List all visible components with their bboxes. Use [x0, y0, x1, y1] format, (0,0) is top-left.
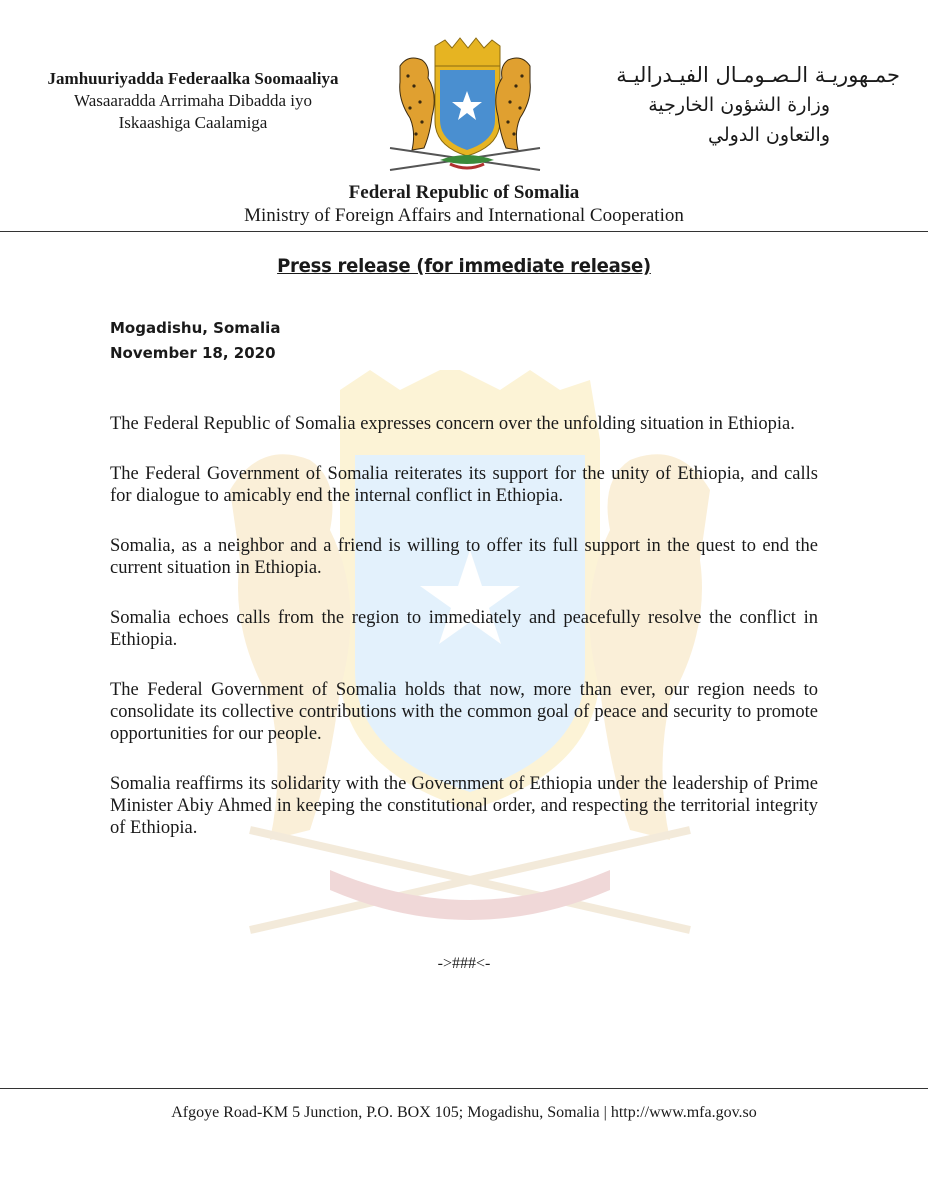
press-release-title: Press release (for immediate release) [277, 255, 651, 277]
body-paragraph: The Federal Republic of Somalia expresses concern over the unfolding situation in Ethiopia. [110, 414, 795, 434]
footer-address: Afgoye Road-KM 5 Junction, P.O. BOX 105; Mogadishu, Somalia [171, 1104, 600, 1121]
end-mark: ->###<- [437, 955, 491, 972]
header-english-line-2: Ministry of Foreign Affairs and International Cooperation [244, 205, 684, 226]
header-somali-line-2: Wasaaradda Arrimaha Dibadda iyo [74, 91, 312, 110]
dateline-date: November 18, 2020 [110, 344, 276, 362]
body-paragraph: Somalia, as a neighbor and a friend is willing to offer its full support in the quest to end the current situation in Ethiopia. [110, 536, 818, 578]
header-divider [0, 231, 928, 232]
header-somali-line-3: Iskaashiga Caalamiga [118, 113, 268, 132]
header-arabic-line-2: وزارة الشؤون الخارجية [648, 94, 830, 116]
header-english-line-1: Federal Republic of Somalia [348, 182, 580, 203]
body-paragraph: The Federal Government of Somalia holds that now, more than ever, our region needs to consolidate its collective contributions with the common goal of peace and security to promote opportunities for our people. [110, 680, 818, 744]
somalia-coat-of-arms-icon [380, 36, 550, 176]
body-paragraph: Somalia echoes calls from the region to immediately and peacefully resolve the conflict in Ethiopia. [110, 608, 818, 650]
header-arabic-line-3: والتعاون الدولي [708, 124, 830, 146]
press-release-body [110, 413, 818, 867]
header-arabic-block [540, 60, 900, 150]
header-somali-block [0, 68, 386, 134]
body-paragraph: Somalia reaffirms its solidarity with the Government of Ethiopia under the leadership of Prime Minister Abiy Ahmed in keeping the constitutional order, and respecting the territorial integrity of Ethiopia. [110, 774, 818, 838]
body-paragraph: The Federal Government of Somalia reiterates its support for the unity of Ethiopia, and calls for dialogue to amicably end the internal conflict in Ethiopia. [110, 464, 818, 506]
footer-website-link[interactable]: http://www.mfa.gov.so [610, 1104, 757, 1121]
dateline [110, 316, 280, 366]
header-somali-line-1: Jamhuuriyadda Federaalka Soomaaliya [47, 69, 339, 88]
header-arabic-line-1: جمـهوريـة الـصـومـال الفيـدراليـة [616, 63, 900, 87]
footer-separator: | [603, 1104, 607, 1121]
footer [0, 1104, 928, 1122]
footer-divider [0, 1088, 928, 1089]
dateline-location: Mogadishu, Somalia [110, 319, 281, 337]
